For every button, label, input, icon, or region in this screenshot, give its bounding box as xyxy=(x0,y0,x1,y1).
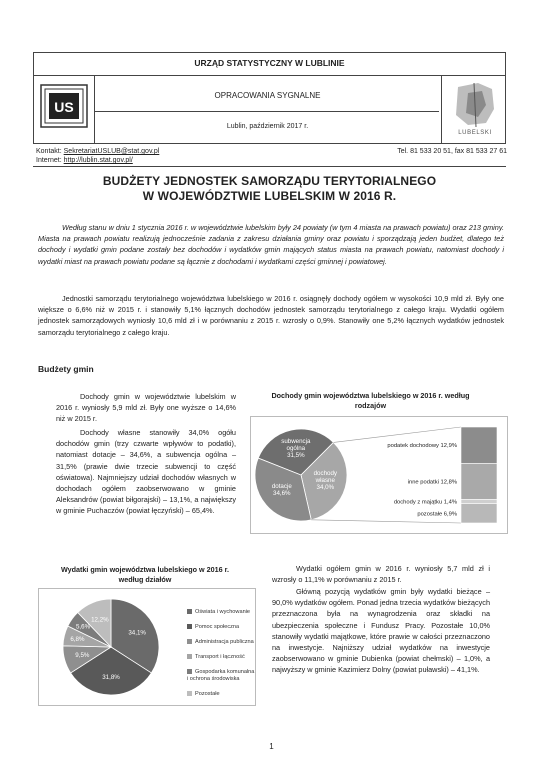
internet-link[interactable]: http://lublin.stat.gov.pl/ xyxy=(63,157,133,164)
slice-label-dochody-wlasne: dochody własne 34,0% xyxy=(313,469,338,491)
legend-item-transport-i-lacznosc xyxy=(187,654,255,661)
document-title xyxy=(33,174,506,204)
series-name: OPRACOWANIA SYGNALNE xyxy=(214,91,321,100)
legend-swatch xyxy=(187,609,192,614)
slice-label-administracja-publiczna: 9,5% xyxy=(75,652,90,660)
office-name: URZĄD STATYSTYCZNY W LUBLINIE xyxy=(194,58,345,68)
revenue-chart-title: Dochody gmin województwa lubelskiego w 2016 r. według rodzajów xyxy=(271,391,470,410)
own-revenue-paragraph: Dochody własne stanowiły 34,0% ogółu dochodów gmin (trzy czwarte wpływów to podatki), natomiast dotacje – 34,6%, a subwencja ogólna – 31,5% (prawie dwie trzecie subwencji to część oświatowa). Najmniejszy udział dochodów własnych w dochodach ogółem zaobserwowano w gminie Aleksandrów (powiat biłgorajski) – 13,1%, a największy w gminie Puchaczów (powiat łęczyński) – 65,4%. xyxy=(56,428,236,516)
contact-email-link[interactable]: SekretariatUSLUB@stat.gov.pl xyxy=(63,148,160,155)
legend-label: Oświata i wychowanie xyxy=(195,609,251,615)
slice-label-subwencja-ogolna: subwencja ogólna 31,5% xyxy=(281,438,311,460)
breakdown-label-inne-podatki: inne podatki 12,8% xyxy=(407,479,457,486)
title-line-1: BUDŻETY JEDNOSTEK SAMORZĄDU TERYTORIALNEGO xyxy=(102,174,437,188)
divider xyxy=(33,166,506,167)
intro-paragraph: Według stanu w dniu 1 stycznia 2016 r. w województwie lubelskim były 24 powiaty (w tym 4 miasta na prawach powiatu) oraz 213 gminy. Miasta na prawach powiatu realizują jednocześnie zadania z zakresu działania gminy oraz powiatu i sporządzają jeden budżet, dlatego też dochody i wydatki gmin podane zostały bez dochodów i wydatków gmin mających status miasta na prawach powiatu, natomiast dochody i wydatki miast na prawach powiatu podane są łącznie z dochodami i wydatkami części gminnej i powiatowej. xyxy=(38,223,504,266)
summary-paragraph: Jednostki samorządu terytorialnego województwa lubelskiego w 2016 r. osiągnęły dochody ogółem w wysokości 10,9 mld zł. Były one większe o 6,6% niż w 2015 r. i stanowiły 5,1% łącznych dochodów jednostek samorządu terytorialnego z całego kraju. Wydatki ogółem jednostek samorządowych wyniosły 10,6 mld zł i w porównaniu z 2015 r. wzrosły o 0,9%. Stanowiły one 5,2% łącznych wydatków jednostek samorządu terytorialnego z całego kraju. xyxy=(38,294,504,337)
connector-bottom xyxy=(311,520,461,523)
stat-office-logo xyxy=(40,84,88,128)
legend-item-oswiata-i-wychowanie xyxy=(187,609,255,616)
breakdown-bar-pozostale xyxy=(461,504,497,523)
legend-label: Gospodarka komunalna i ochrona środowiska xyxy=(187,669,255,682)
legend-swatch xyxy=(187,624,192,629)
legend-label: Transport i łączność xyxy=(195,654,245,660)
page-number: 1 xyxy=(269,742,274,751)
legend-label: Pomoc społeczna xyxy=(195,624,240,630)
section-heading: Budżety gmin xyxy=(38,364,94,374)
contact-label: Kontakt: xyxy=(36,148,62,155)
revenue-chart xyxy=(250,416,508,534)
current-expenditure-paragraph: Główną pozycją wydatków gmin były wydatki bieżące – 90,0% wydatków ogółem. Ponad jedna trzecia wydatków bieżących przeznaczona była na wynagrodzenia oraz składki na ubezpieczenia społeczne i Fundusz Pracy. Pozostałe 10,0% stanowiły wydatki majątkowe, które prawie w całości przeznaczono na inwestycje. Najniższy udział wydatków na inwestycje zaobserwowano w gminie Dubienka (powiat chełmski) – 1,0%, a najwyższy w gminie Kazimierz Dolny (powiat puławski) – 41,1%. xyxy=(272,587,490,675)
title-line-2: W WOJEWÓDZTWIE LUBELSKIM W 2016 R. xyxy=(142,189,397,203)
lubelski-logo xyxy=(448,79,502,141)
legend-label: Pozostałe xyxy=(195,691,220,697)
legend-item-administracja-publiczna xyxy=(187,639,255,646)
internet-line xyxy=(36,156,133,165)
breakdown-bar-podatek-dochodowy xyxy=(461,427,497,463)
breakdown-label-pozostale: pozostałe 6,9% xyxy=(417,511,457,518)
legend-item-pozostale xyxy=(187,691,255,698)
expenditure-paragraph: Wydatki ogółem gmin w 2016 r. wyniosły 5,7 mld zł i wzrosły o 11,1% w porównaniu z 2015 r. xyxy=(272,564,490,585)
slice-label-pomoc-spoleczna: 31,8% xyxy=(102,673,120,681)
legend-swatch xyxy=(187,639,192,644)
legend-swatch xyxy=(187,691,192,696)
breakdown-label-dochody-z-majatku: dochody z majątku 1,4% xyxy=(393,499,457,506)
logo-text: US xyxy=(54,99,74,115)
breakdown-bar-dochody-z-majatku xyxy=(461,500,497,504)
internet-label: Internet: xyxy=(36,157,62,164)
breakdown-label-podatek-dochodowy: podatek dochodowy 12,9% xyxy=(387,443,457,450)
revenue-paragraph: Dochody gmin w województwie lubelskim w 2016 r. wyniosły 5,9 mld zł. Były one wyższe o 14,6% niż w 2015 r. xyxy=(56,392,236,424)
contact-line xyxy=(36,147,159,156)
place-date: Lublin, październik 2017 r. xyxy=(226,123,309,130)
legend-item-pomoc-spoleczna xyxy=(187,624,255,631)
legend-swatch xyxy=(187,669,192,674)
slice-label-pozostale: 12,2% xyxy=(91,616,109,624)
slice-label-dotacje: dotacje 34,6% xyxy=(271,482,292,497)
breakdown-bar-inne-podatki xyxy=(461,463,497,499)
legend-item-gospodarka-komunalna-i-ochrona-srodowiska xyxy=(187,669,255,683)
legend-label: Administracja publiczna xyxy=(195,639,254,645)
expenditure-chart xyxy=(38,588,256,706)
expenditure-legend xyxy=(187,609,255,706)
expenditure-chart-title: Wydatki gmin województwa lubelskiego w 2016 r. według działów xyxy=(60,565,230,584)
slice-label-transport-i-lacznosc: 6,8% xyxy=(70,635,85,643)
legend-swatch xyxy=(187,654,192,659)
phone-fax: Tel. 81 533 20 51, fax 81 533 27 61 xyxy=(397,148,507,155)
slice-label-gospodarka-komunalna-i-ochrona-srodowiska: 5,6% xyxy=(75,623,91,631)
header-box xyxy=(33,52,506,144)
connector-top xyxy=(333,427,461,442)
logo-right-text: LUBELSKI xyxy=(458,130,492,136)
slice-label-oswiata-i-wychowanie: 34,1% xyxy=(128,629,146,637)
